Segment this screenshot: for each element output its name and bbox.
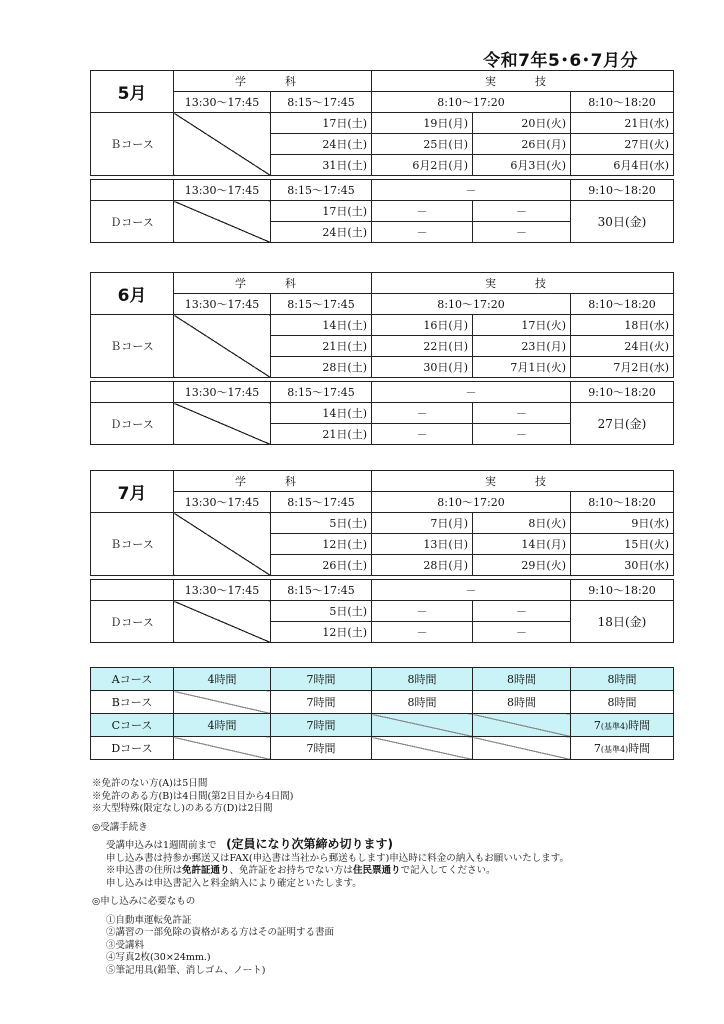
hours-cell: 8時間 xyxy=(473,691,571,714)
schedule-table-july xyxy=(90,470,674,643)
jitsugi-header: 実 技 xyxy=(372,471,674,492)
diagonal-cell xyxy=(473,714,571,737)
deadline-text: 受講申込みは1週間前まで xyxy=(106,840,217,851)
time-cell: 8:15～17:45 xyxy=(271,180,372,201)
hours-value: 7 xyxy=(593,719,601,732)
date-cell: 27日(金) xyxy=(571,403,674,445)
address-emphasis: 住民票通り xyxy=(352,865,401,876)
diagonal-cell xyxy=(174,403,271,445)
blank-cell xyxy=(91,180,174,201)
time-cell: 8:10～17:20 xyxy=(372,294,571,315)
hours-cell xyxy=(571,714,674,737)
note-line: ※免許のある方(B)は4日間(第2日目から4日間) xyxy=(92,790,294,802)
date-cell: 24日(火) xyxy=(571,336,674,357)
dash-cell: － xyxy=(473,424,571,445)
time-cell: 13:30～17:45 xyxy=(174,580,271,601)
address-text: ※申込書の住所は xyxy=(106,865,183,876)
hours-unit: 時間 xyxy=(628,719,651,732)
date-cell: 14日(土) xyxy=(271,315,372,336)
procedure-address-line xyxy=(92,865,692,878)
time-cell: 13:30～17:45 xyxy=(174,492,271,513)
dash-cell: － xyxy=(372,222,473,243)
dash-cell: － xyxy=(473,201,571,222)
hours-course-c: Cコース xyxy=(91,714,174,737)
date-cell: 30日(金) xyxy=(571,201,674,243)
date-cell: 30日(月) xyxy=(372,357,473,378)
date-cell: 16日(月) xyxy=(372,315,473,336)
jitsugi-header: 実 技 xyxy=(372,273,674,294)
course-label-d: Ｄコース xyxy=(91,403,174,445)
hours-cell xyxy=(571,737,674,760)
date-cell: 6月2日(月) xyxy=(372,155,473,176)
dash-cell: － xyxy=(372,622,473,643)
date-cell: 7日(月) xyxy=(372,513,473,534)
address-emphasis: 免許証通り xyxy=(182,865,230,876)
diagonal-cell xyxy=(174,513,271,576)
date-cell: 6月4日(水) xyxy=(571,155,674,176)
dash-cell: － xyxy=(372,424,473,445)
hours-cell: 8時間 xyxy=(473,668,571,691)
date-cell: 9日(水) xyxy=(571,513,674,534)
note-line: ※大型特殊(限定なし)のある方(D)は2日間 xyxy=(92,803,273,814)
dash-cell: － xyxy=(473,601,571,622)
time-cell: － xyxy=(372,580,571,601)
diagonal-cell xyxy=(174,737,271,760)
date-cell: 20日(火) xyxy=(473,113,571,134)
date-cell: 7月1日(火) xyxy=(473,357,571,378)
hours-cell: 4時間 xyxy=(174,668,271,691)
diagonal-cell xyxy=(174,201,271,243)
date-cell: 28日(土) xyxy=(271,357,372,378)
date-cell: 25日(日) xyxy=(372,134,473,155)
dash-cell: － xyxy=(473,622,571,643)
hours-cell: 8時間 xyxy=(571,691,674,714)
hours-cell: 8時間 xyxy=(571,668,674,691)
date-cell: 17日(土) xyxy=(271,113,372,134)
time-cell: － xyxy=(372,382,571,403)
dash-cell: － xyxy=(473,403,571,424)
time-cell: 13:30～17:45 xyxy=(174,180,271,201)
hours-table xyxy=(90,667,674,760)
date-cell: 26日(土) xyxy=(271,555,372,576)
date-cell: 24日(土) xyxy=(271,222,372,243)
gakka-header: 学 科 xyxy=(174,71,372,92)
time-cell: 8:10～18:20 xyxy=(571,294,674,315)
diagonal-cell xyxy=(372,714,473,737)
date-cell: 5日(土) xyxy=(271,601,372,622)
date-cell: 13日(日) xyxy=(372,534,473,555)
diagonal-cell xyxy=(372,737,473,760)
date-cell: 14日(月) xyxy=(473,534,571,555)
date-cell: 21日(土) xyxy=(271,336,372,357)
hours-cell: 4時間 xyxy=(174,714,271,737)
diagonal-cell xyxy=(473,737,571,760)
date-cell: 8日(火) xyxy=(473,513,571,534)
hours-cell: 7時間 xyxy=(271,691,372,714)
date-cell: 27日(火) xyxy=(571,134,674,155)
month-label: 7月 xyxy=(91,471,174,513)
date-cell: 31日(土) xyxy=(271,155,372,176)
gakka-header: 学 科 xyxy=(174,273,372,294)
date-cell: 14日(土) xyxy=(271,403,372,424)
date-cell: 21日(水) xyxy=(571,113,674,134)
month-label: 5月 xyxy=(91,71,174,113)
address-text: 、免許証をお持ちでない方は xyxy=(229,865,353,876)
hours-course-b: Bコース xyxy=(91,691,174,714)
schedule-table-june xyxy=(90,272,674,445)
date-cell: 12日(土) xyxy=(271,534,372,555)
note-line: ※免許のない方(A)は5日間 xyxy=(92,778,208,789)
date-cell: 29日(火) xyxy=(473,555,571,576)
hours-course-d: Dコース xyxy=(91,737,174,760)
date-cell: 19日(月) xyxy=(372,113,473,134)
dash-cell: － xyxy=(473,222,571,243)
time-cell: 8:10～17:20 xyxy=(372,492,571,513)
time-cell: 8:15～17:45 xyxy=(271,492,372,513)
date-cell: 17日(火) xyxy=(473,315,571,336)
course-label-b: Ｂコース xyxy=(91,113,174,176)
time-cell: 13:30～17:45 xyxy=(174,382,271,403)
date-cell: 23日(月) xyxy=(473,336,571,357)
hours-course-a: Aコース xyxy=(91,668,174,691)
blank-cell xyxy=(91,382,174,403)
gakka-header: 学 科 xyxy=(174,471,372,492)
time-cell: 9:10～18:20 xyxy=(571,580,674,601)
hours-basis: (基準4) xyxy=(600,745,629,754)
date-cell: 12日(土) xyxy=(271,622,372,643)
procedure-title: ◎受講手続き xyxy=(92,821,148,833)
course-label-b: Ｂコース xyxy=(91,315,174,378)
procedure-deadline xyxy=(92,838,692,853)
diagonal-cell xyxy=(174,601,271,643)
deadline-notice: (定員になり次第締め切ります) xyxy=(226,837,394,851)
hours-cell: 8時間 xyxy=(372,691,473,714)
dash-cell: － xyxy=(372,403,473,424)
time-cell: 13:30～17:45 xyxy=(174,294,271,315)
date-cell: 7月2日(水) xyxy=(571,357,674,378)
blank-cell xyxy=(91,580,174,601)
page-title: 令和7年5･6･7月分 xyxy=(483,51,638,71)
diagonal-cell xyxy=(174,691,271,714)
requirements-title: ◎申し込みに必要なもの xyxy=(92,896,196,907)
date-cell: 5日(土) xyxy=(271,513,372,534)
date-cell: 17日(土) xyxy=(271,201,372,222)
requirement-item: ⑤筆記用具(鉛筆、消しゴム、ノート) xyxy=(106,964,266,976)
date-cell: 22日(日) xyxy=(372,336,473,357)
time-cell: 9:10～18:20 xyxy=(571,382,674,403)
time-cell: 8:15～17:45 xyxy=(271,382,372,403)
procedure-line: 申し込みは申込書記入と料金納入により確定といたします。 xyxy=(106,877,362,889)
date-cell: 18日(金) xyxy=(571,601,674,643)
date-cell: 30日(水) xyxy=(571,555,674,576)
procedure-line: 申し込み書は持参か郵送又はFAX(申込書は当社から郵送もします)申込時に料金の納入もお願いいたします。 xyxy=(106,852,570,864)
schedule-table-may xyxy=(90,70,674,243)
course-label-d: Ｄコース xyxy=(91,201,174,243)
time-cell: 8:15～17:45 xyxy=(271,92,372,113)
month-label: 6月 xyxy=(91,273,174,315)
date-cell: 21日(土) xyxy=(271,424,372,445)
time-cell: 8:10～17:20 xyxy=(372,92,571,113)
dash-cell: － xyxy=(372,201,473,222)
course-label-b: Ｂコース xyxy=(91,513,174,576)
time-cell: 8:10～18:20 xyxy=(571,92,674,113)
date-cell: 18日(水) xyxy=(571,315,674,336)
requirement-item: ③受講料 xyxy=(106,939,145,951)
diagonal-cell xyxy=(174,113,271,176)
date-cell: 6月3日(火) xyxy=(473,155,571,176)
notes-section xyxy=(92,778,692,977)
course-label-d: Ｄコース xyxy=(91,601,174,643)
time-cell: 8:10～18:20 xyxy=(571,492,674,513)
requirement-item: ②講習の一部免除の資格がある方はその証明する書面 xyxy=(106,927,335,938)
jitsugi-header: 実 技 xyxy=(372,71,674,92)
date-cell: 15日(火) xyxy=(571,534,674,555)
date-cell: 28日(月) xyxy=(372,555,473,576)
date-cell: 24日(土) xyxy=(271,134,372,155)
time-cell: － xyxy=(372,180,571,201)
hours-basis: (基準4) xyxy=(600,722,629,731)
requirement-item: ①自動車運転免許証 xyxy=(106,914,192,926)
time-cell: 13:30～17:45 xyxy=(174,92,271,113)
date-cell: 26日(月) xyxy=(473,134,571,155)
diagonal-cell xyxy=(174,315,271,378)
time-cell: 8:15～17:45 xyxy=(271,580,372,601)
address-text: で記入してください。 xyxy=(400,865,496,876)
hours-value: 7 xyxy=(593,742,601,755)
time-cell: 8:15～17:45 xyxy=(271,294,372,315)
hours-cell: 8時間 xyxy=(372,668,473,691)
hours-cell: 7時間 xyxy=(271,668,372,691)
requirement-item: ④写真2枚(30×24mm.) xyxy=(106,952,211,963)
hours-unit: 時間 xyxy=(628,742,651,755)
hours-cell: 7時間 xyxy=(271,737,372,760)
time-cell: 9:10～18:20 xyxy=(571,180,674,201)
hours-cell: 7時間 xyxy=(271,714,372,737)
dash-cell: － xyxy=(372,601,473,622)
